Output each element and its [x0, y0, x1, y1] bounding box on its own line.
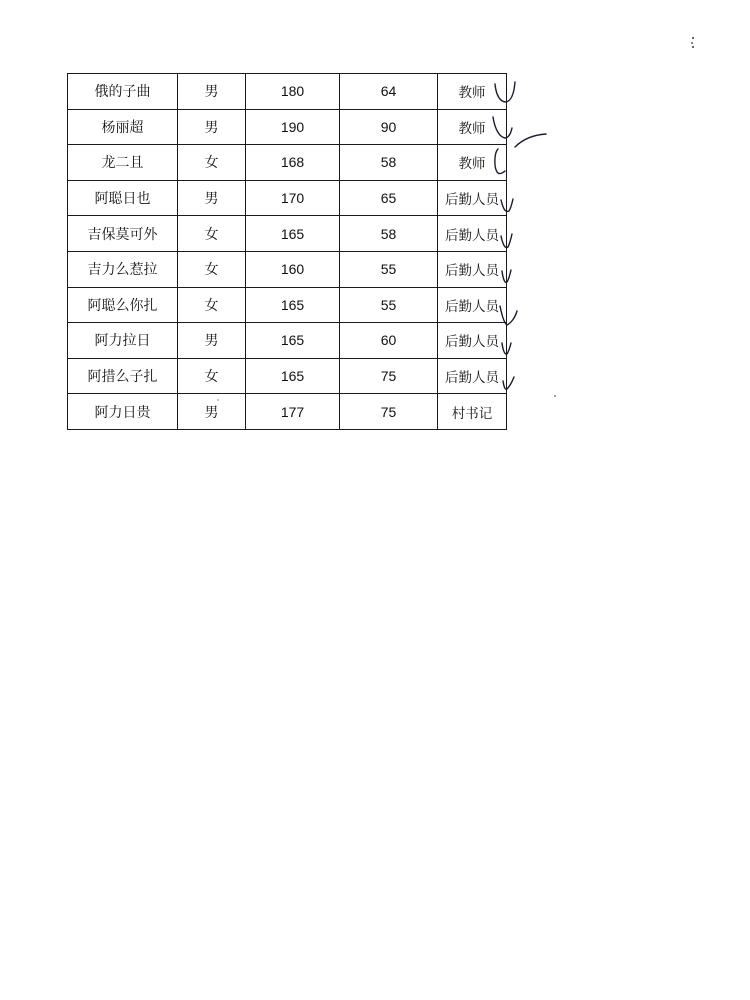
table-row [68, 145, 507, 181]
weight-cell: 58 [340, 145, 438, 181]
role-cell: 后勤人员 [438, 358, 507, 394]
role-cell: 教师 [438, 74, 507, 110]
table-row [68, 358, 507, 394]
role-cell: 村书记 [438, 394, 507, 430]
weight-cell: 55 [340, 287, 438, 323]
role-cell: 后勤人员 [438, 216, 507, 252]
sex-cell: 男 [178, 109, 246, 145]
role-cell: 后勤人员 [438, 180, 507, 216]
check-mark [515, 134, 546, 147]
table-row [68, 251, 507, 287]
height-cell: 170 [246, 180, 340, 216]
role-cell: 后勤人员 [438, 287, 507, 323]
name-cell: 俄的子曲 [68, 74, 178, 110]
height-cell: 165 [246, 287, 340, 323]
weight-cell: 75 [340, 394, 438, 430]
sex-cell: 女 [178, 216, 246, 252]
name-cell: 阿聪日也 [68, 180, 178, 216]
name-cell: 阿聪么你扎 [68, 287, 178, 323]
table-row [68, 180, 507, 216]
role-cell: 后勤人员 [438, 251, 507, 287]
table-row [68, 394, 507, 430]
name-cell: 龙二且 [68, 145, 178, 181]
height-cell: 165 [246, 216, 340, 252]
table-row [68, 323, 507, 359]
table-row [68, 287, 507, 323]
weight-cell: 58 [340, 216, 438, 252]
sex-cell: 女 [178, 287, 246, 323]
roster-table [67, 73, 507, 430]
name-cell: 阿力日贵 [68, 394, 178, 430]
height-cell: 190 [246, 109, 340, 145]
sex-cell: 女 [178, 251, 246, 287]
roster-body [68, 74, 507, 430]
role-cell: 教师 [438, 109, 507, 145]
height-cell: 177 [246, 394, 340, 430]
height-cell: 180 [246, 74, 340, 110]
sex-cell: 男 [178, 394, 246, 430]
sex-cell: 女 [178, 358, 246, 394]
height-cell: 165 [246, 358, 340, 394]
weight-cell: 75 [340, 358, 438, 394]
height-cell: 160 [246, 251, 340, 287]
table-row [68, 216, 507, 252]
sex-cell: 男 [178, 180, 246, 216]
name-cell: 杨丽超 [68, 109, 178, 145]
height-cell: 165 [246, 323, 340, 359]
name-cell: 阿措么子扎 [68, 358, 178, 394]
table-row [68, 74, 507, 110]
name-cell: 吉保莫可外 [68, 216, 178, 252]
sex-cell: 男 [178, 74, 246, 110]
sex-cell: 男 [178, 323, 246, 359]
role-cell: 后勤人员 [438, 323, 507, 359]
height-cell: 168 [246, 145, 340, 181]
weight-cell: 60 [340, 323, 438, 359]
name-cell: 吉力么惹拉 [68, 251, 178, 287]
weight-cell: 64 [340, 74, 438, 110]
weight-cell: 90 [340, 109, 438, 145]
role-cell: 教师 [438, 145, 507, 181]
weight-cell: 55 [340, 251, 438, 287]
sex-cell: 女 [178, 145, 246, 181]
name-cell: 阿力拉日 [68, 323, 178, 359]
weight-cell: 65 [340, 180, 438, 216]
table-row [68, 109, 507, 145]
